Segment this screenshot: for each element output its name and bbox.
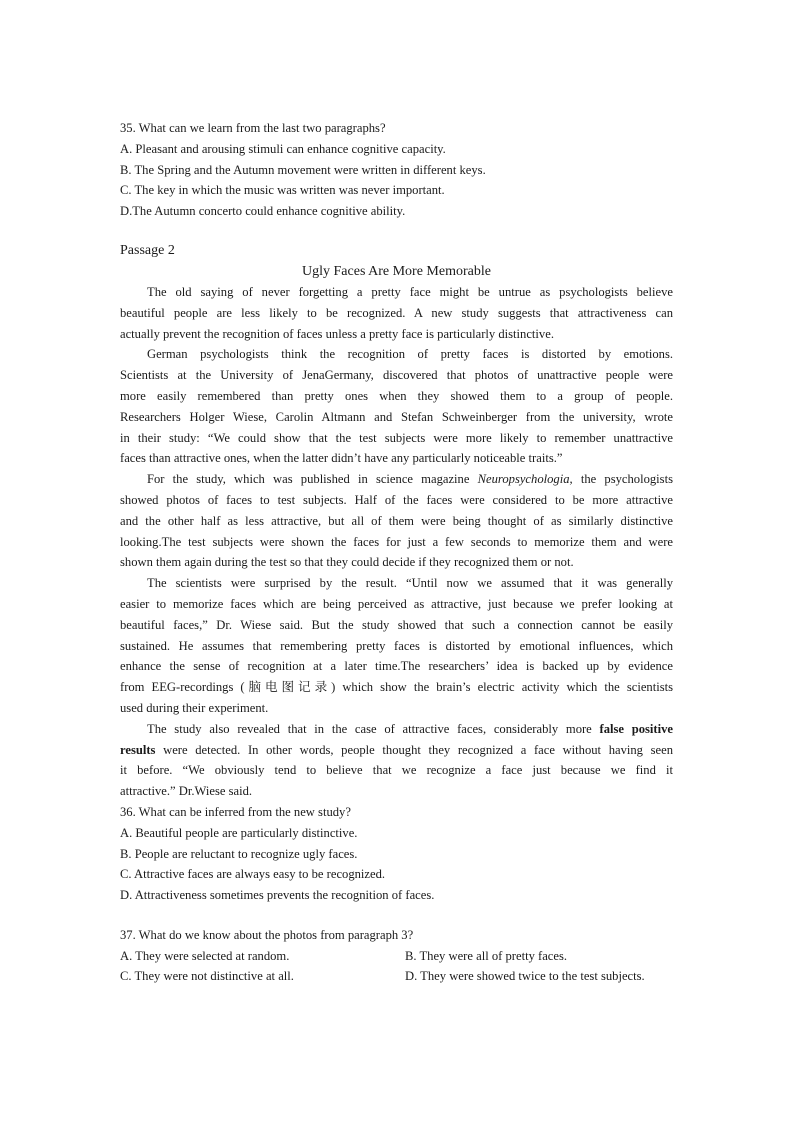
paragraph-line: in their study: “We could show that the test subjects were more likely to remember unattractive xyxy=(120,430,673,445)
paragraph-line xyxy=(120,469,673,490)
paragraph-line: and the other half as less attractive, but all of them were being thought of as similarly distinctive xyxy=(120,513,673,528)
paragraph-line: The scientists were surprised by the result. “Until now we assumed that it was generally xyxy=(147,576,673,591)
question-35-option-b: B. The Spring and the Autumn movement were written in different keys. xyxy=(120,162,486,177)
paragraph-5 xyxy=(120,719,673,802)
paragraph-text: For the study, which was published in science magazine xyxy=(147,472,478,487)
paragraph-text: The study also revealed that in the case of attractive faces, considerably more xyxy=(147,721,600,736)
paragraph-line: attractive.” Dr.Wiese said. xyxy=(120,784,253,799)
question-35 xyxy=(120,118,673,222)
paragraph-line: from EEG-recordings (脑电图记录) which show the brain’s electric activity which the scientists xyxy=(120,680,673,695)
paragraph-line: Researchers Holger Wiese, Carolin Altmann and Stefan Schweinberger from the university, wrote xyxy=(120,409,673,424)
question-37-option-c: C. They were not distinctive at all. xyxy=(120,969,294,984)
passage-title: Ugly Faces Are More Memorable xyxy=(302,263,491,279)
paragraph-line: easier to memorize faces which are being perceived as attractive, just because we prefer looking at xyxy=(120,596,673,611)
paragraph-line: beautiful people are less likely to be recognized. A new study suggests that attractiveness can xyxy=(120,305,673,320)
paragraph-line: showed photos of faces to test subjects. Half of the faces were considered to be more attractive xyxy=(120,492,673,507)
question-37-option-d: D. They were showed twice to the test subjects. xyxy=(405,969,645,984)
paragraph-line: The old saying of never forgetting a pretty face might be untrue as psychologists believe xyxy=(147,284,673,299)
paragraph-line: used during their experiment. xyxy=(120,700,269,715)
question-35-option-d: D.The Autumn concerto could enhance cognitive ability. xyxy=(120,204,406,219)
question-37-row-2 xyxy=(120,966,673,987)
paragraph-line: German psychologists think the recognition of pretty faces is distorted by emotions. xyxy=(147,347,673,362)
spacer xyxy=(120,906,673,925)
question-35-option-a: A. Pleasant and arousing stimuli can enhance cognitive capacity. xyxy=(120,141,446,156)
question-36-option-a: A. Beautiful people are particularly distinctive. xyxy=(120,825,358,840)
paragraph-4 xyxy=(120,573,673,719)
paragraph-line: shown them again during the test so that they could decide if they recognized them or not. xyxy=(120,555,574,570)
question-36-stem: 36. What can be inferred from the new study? xyxy=(120,804,351,819)
bold-term: false positive xyxy=(599,721,673,736)
paragraph-line: looking.The test subjects were shown the faces for just a few seconds to memorize them and were xyxy=(120,534,673,549)
bold-term: results xyxy=(120,742,156,757)
paragraph-line: more easily remembered than pretty ones when they showed them to a group of people. xyxy=(120,388,673,403)
paragraph-line: beautiful faces,” Dr. Wiese said. But the study showed that such a connection cannot be easily xyxy=(120,617,673,632)
question-37 xyxy=(120,925,673,987)
question-37-row-1 xyxy=(120,946,673,967)
question-36-option-c: C. Attractive faces are always easy to be recognized. xyxy=(120,867,386,882)
question-36-option-d: D. Attractiveness sometimes prevents the recognition of faces. xyxy=(120,888,435,903)
paragraph-3 xyxy=(120,469,673,573)
journal-name: Neuropsychologia, xyxy=(477,472,573,487)
paragraph-line: actually prevent the recognition of faces unless a pretty face is particularly distinctive. xyxy=(120,326,554,341)
paragraph-line: sustained. He assumes that remembering pretty faces is distorted by emotional influences, which xyxy=(120,638,673,653)
paragraph-line: enhance the sense of recognition at a later time.The researchers’ idea is backed up by evidence xyxy=(120,659,673,674)
question-37-option-b: B. They were all of pretty faces. xyxy=(405,948,568,963)
paragraph-line xyxy=(120,740,673,761)
question-37-option-a: A. They were selected at random. xyxy=(120,948,290,963)
paragraph-text: the psychologists xyxy=(572,472,673,487)
paragraph-1 xyxy=(120,282,673,344)
paragraph-line: faces than attractive ones, when the latter didn’t have any particularly noticeable traits.” xyxy=(120,451,563,466)
paragraph-line: Scientists at the University of JenaGermany, discovered that photos of unattractive people were xyxy=(120,368,673,383)
paragraph-2 xyxy=(120,344,673,469)
question-36-option-b: B. People are reluctant to recognize ugly faces. xyxy=(120,846,358,861)
passage-label: Passage 2 xyxy=(120,242,175,258)
question-35-stem: 35. What can we learn from the last two paragraphs? xyxy=(120,121,386,135)
paragraph-line xyxy=(120,719,673,740)
paragraph-line: it before. “We obviously tend to believe that we recognize a face just because we find it xyxy=(120,763,673,778)
question-37-stem: 37. What do we know about the photos from paragraph 3? xyxy=(120,927,414,942)
question-35-option-c: C. The key in which the music was written was never important. xyxy=(120,183,445,198)
question-36 xyxy=(120,802,673,906)
paragraph-text: were detected. In other words, people thought they recognized a face without having seen xyxy=(155,742,673,757)
document-page xyxy=(120,118,673,987)
